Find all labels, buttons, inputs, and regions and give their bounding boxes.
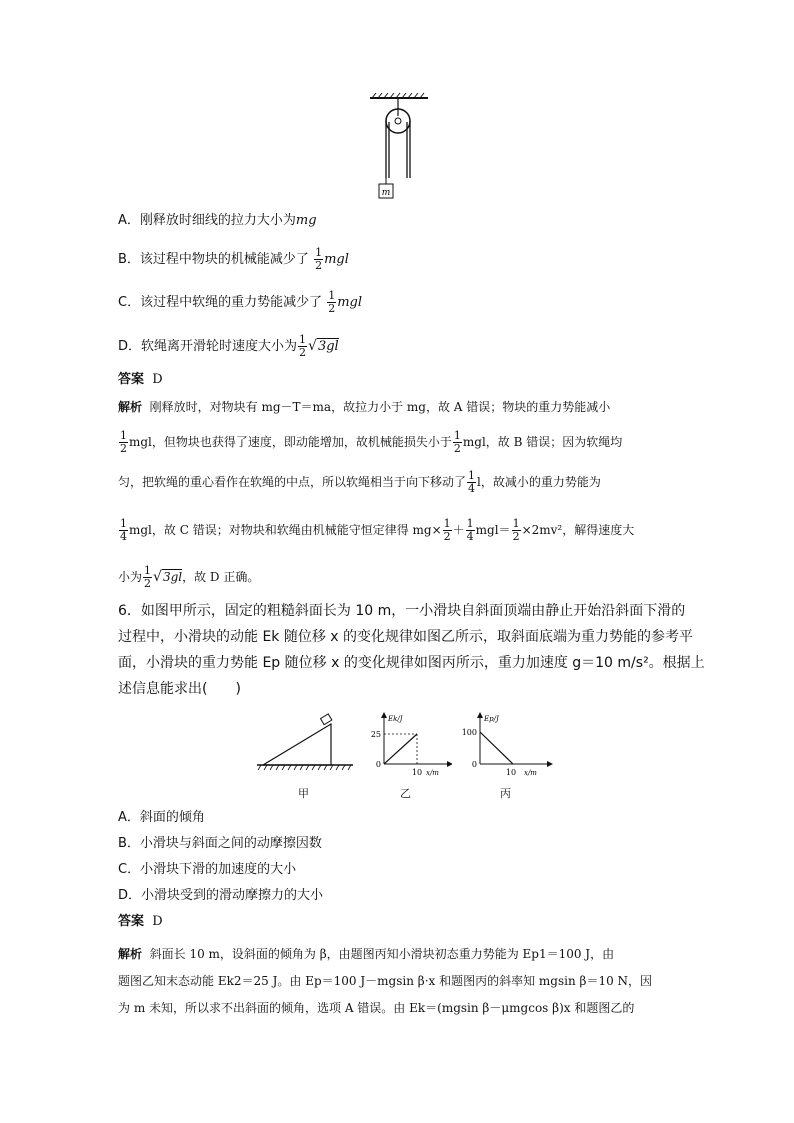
q6-stem-line-4: 述信息能求出( ) bbox=[118, 681, 241, 697]
q6-option-c: C．小滑块下滑的加速度的大小 bbox=[118, 862, 297, 877]
figure-bing-graph bbox=[458, 712, 554, 780]
figure-jia-caption: 甲 bbox=[298, 787, 309, 800]
q6-stem-line-1: 6．如图甲所示，固定的粗糙斜面长为 10 m，一小滑块自斜面顶端由静止开始沿斜面下滑的 bbox=[118, 603, 686, 619]
bing-x-axis-label: x/m bbox=[524, 769, 537, 777]
q6-analysis-line-1: 解析 斜面长 10 m，设斜面的倾角为 β，由题图丙知小滑块初态重力势能为 Ep1＝100 J，由 bbox=[118, 947, 615, 961]
bing-y-axis-label: Ep/J bbox=[484, 715, 499, 723]
yi-x-axis-label: x/m bbox=[426, 769, 439, 777]
q6-stem-line-3: 面，小滑块的重力势能 Ep 随位移 x 的变化规律如图丙所示，重力加速度 g＝10 m/s²。根据上 bbox=[118, 655, 705, 671]
q6-option-d: D．小滑块受到的滑动摩擦力的大小 bbox=[118, 888, 324, 903]
q6-stem-line-2: 过程中，小滑块的动能 Ek 随位移 x 的变化规律如图乙所示，取斜面底端为重力势能的参考平 bbox=[118, 629, 694, 645]
pulley-figure bbox=[360, 92, 440, 207]
q5-option-c: C．该过程中软绳的重力势能减少了 $\frac{1}{2}$ mgl bbox=[118, 289, 363, 315]
q6-answer: 答案 D bbox=[118, 914, 163, 929]
yi-y-axis-label: Ek/J bbox=[388, 715, 403, 723]
figure-yi-graph bbox=[362, 712, 452, 780]
q5-answer: 答案 D bbox=[118, 372, 163, 387]
bing-origin: 0 bbox=[471, 760, 477, 769]
yi-y-tick: 25 bbox=[370, 730, 381, 739]
q5-analysis-line-3: 匀，把软绳的重心看作在软绳的中点，所以软绳相当于向下移动了 $\frac{1}{4}$ l，故减小的重力势能为 bbox=[118, 469, 601, 495]
q6-analysis-line-2: 题图乙知末态动能 Ek2＝25 J。由 Ep＝100 J－mgsin β·x 和题图丙的斜率知 mgsin β＝10 N，因 bbox=[118, 974, 653, 988]
q5-option-b: B．该过程中物块的机械能减少了 $\frac{1}{2}$ mgl bbox=[118, 246, 349, 272]
q6-analysis-line-3: 为 m 未知，所以求不出斜面的倾角，选项 A 错误。由 Ek＝(mgsin β－μmgcos β)x 和题图乙的 bbox=[118, 1001, 635, 1015]
figure-jia-incline bbox=[255, 710, 355, 772]
q5-option-d: D．软绳离开滑轮时速度大小为 $\frac{1}{2}$ √3gl bbox=[118, 333, 339, 359]
q6-option-b: B．小滑块与斜面之间的动摩擦因数 bbox=[118, 836, 322, 851]
figure-yi-caption: 乙 bbox=[400, 787, 411, 800]
q5-analysis-line-1: 解析 刚释放时，对物块有 mg－T＝ma，故拉力小于 mg，故 A 错误；物块的重力势能减小 bbox=[118, 400, 611, 414]
q6-option-a: A．斜面的倾角 bbox=[118, 810, 205, 825]
yi-x-tick: 10 bbox=[411, 768, 423, 777]
q5-analysis-line-2: $\frac{1}{2}$ mgl，但物块也获得了速度，即动能增加，故机械能损失小于 $\frac{1}{2}$ mgl，故 B 错误；因为软绳均 bbox=[120, 429, 623, 455]
bing-data-line bbox=[480, 732, 513, 764]
figure-bing-caption: 丙 bbox=[500, 787, 511, 800]
q5-option-a: A．刚释放时细线的拉力大小为mg bbox=[118, 213, 317, 228]
bing-y-tick: 100 bbox=[461, 728, 477, 737]
q5-analysis-line-4: $\frac{1}{4}$ mgl，故 C 错误；对物块和软绳由机械能守恒定律得 mg× $\frac{1}{2}$ ＋ $\frac{1}{4}$ mgl＝ $\frac{1}{2}$ ×2mv²，解得速度大 bbox=[120, 517, 635, 543]
bing-x-tick: 10 bbox=[505, 768, 517, 777]
mass-label: m bbox=[381, 188, 391, 198]
q5-analysis-line-5: 小为 $\frac{1}{2}$ √3gl，故 D 正确。 bbox=[118, 564, 260, 590]
yi-data-line bbox=[384, 734, 417, 764]
yi-origin: 0 bbox=[375, 760, 381, 769]
